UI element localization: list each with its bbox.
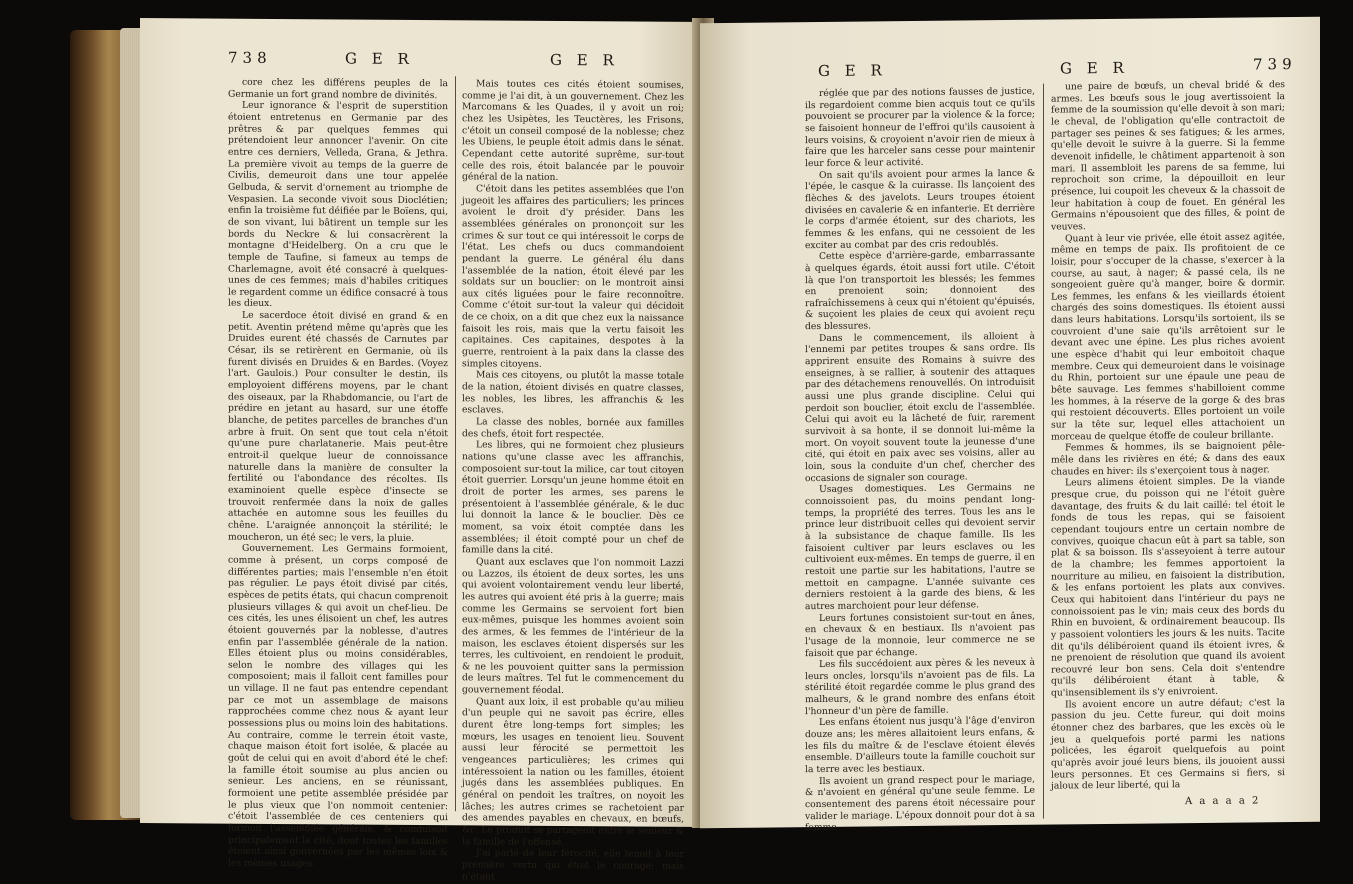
paragraph: core chez les différens peuples de la Germanie un fort grand nombre de divinités. (228, 76, 448, 101)
signature-mark: A a a a a 2 (1185, 795, 1261, 808)
running-header-left: G E R (345, 49, 414, 68)
right-page (700, 17, 1320, 834)
paragraph: Mais toutes ces cités étoient soumises, comme je l'ai dit, à un gouvernement. Chez les Marcomans & les Quades, il y avoit un roi; chez les Usipètes, les Teuctères, les Frisons, c'étoit un conseil composé de la noblesse; chez les Ubiens, le peuple étoit admis dans le sénat. Cependant cette autorité suprême, sur-tout celle des rois, étoit balancée par le pouvoir général de la nation. (462, 78, 684, 184)
paragraph: Femmes & hommes, ils se baignoient pêle-mêle dans les rivières en été; & dans des eaux chaudes en hiver: ils s'exerçoient tous à nager. (1051, 440, 1285, 478)
running-header-right: G E R (550, 50, 619, 70)
paragraph: Les fils succédoient aux pères & les neveux à leurs oncles, lorsqu'ils n'avoient pas de fils. La stérilité étoit regardée comme le plus grand des malheurs, & le grand nombre des enfans étoit l'honneur d'un père de famille. (805, 656, 1035, 717)
paragraph: Gouvernement. Les Germains formoient, comme à présent, un corps composé de différentes parties; mais l'ensemble n'en étoit pas régulier. Le pays étoit divisé par cités, espèces de petits états, qui chacun comprenoit plusieurs villages & qui avoit un chef-lieu. De ces cités, les unes élisoient un chef, les autres étoient gouvernés par la noblesse, d'autres enfin par l'assemblée générale de la nation. Elles étoient plus ou moins considérables, selon le nombre des villages qui les composoient; mais il falloit cent familles pour un village. Il ne faut pas entendre cependant par ce mot un assemblage de maisons rapprochées comme chez nous & ayant leur possessions plus ou moins loin des habitations. Au contraire, comme le terrein étoit vaste, chaque maison étoit fort isolée, & placée au goût de celui qui en avoit d'abord été le chef: la famille étoit soumise au plus ancien ou senieur. Les anciens, en se réunissant, formoient une petite assemblée présidée par le plus vieux que l'on nommoit centenier: c'étoit l'assemblée de ces centeniers qui formoit l'assemblée générale, & conduisoit principalement la cité, dont toutes les familles étoient ainsi gouvernées par les mêmes loix & les mêmes usages. (228, 542, 448, 870)
paragraph: Mais ces citoyens, ou plutôt la masse totale de la nation, étoient divisés en quatre classes, les nobles, les libres, les affranchis & les esclaves. (462, 369, 684, 416)
text-column-left-1 (228, 77, 448, 871)
page-number: 738 (228, 48, 272, 67)
paragraph: Usages domestiques. Les Germains ne connoissoient pas, du moins pendant long-temps, la propriété des terres. Tous les ans le prince leur distribuoit celles qui devoient servir à la subsistance de chaque famille. Ils les faisoient cultiver par leurs esclaves ou les cultivoient eux-mêmes. En temps de guerre, il en restoit une partie sur les habitations, l'autre se mettoit en campagne. L'année suivante ces derniers restoient à la garde des biens, & les autres marchoient pour leur défense. (805, 482, 1035, 613)
text-column-left-2 (462, 78, 684, 884)
running-header-left: G E R (818, 61, 887, 81)
paragraph: Quant aux loix, il est probable qu'au milieu d'un peuple qui ne savoit pas écrire, elles durent être long-temps fort simples; les mœurs, les usages en tenoient lieu. Souvent aussi leur férocité se permettoit les vengeances particulières; les crimes qui intéressoient la nation ou les familles, étoient jugés dans les assemblées publiques. En général on pendoit les traîtres, on noyoit les lâches; les autres crimes se rachetoient par des amendes payables en chevaux, en bœufs, &c. Le produit se partageoit entre le senieur & la famille de l'offensé. (462, 696, 684, 848)
text-column-right-2 (1051, 79, 1285, 792)
paragraph: Cette espèce d'arrière-garde, embarrassante à quelques égards, étoit aussi fort utile. C'étoit là que l'on transportoit les blessés; les femmes en prenoient soin; donnoient des rafraîchissemens à ceux qui n'étoient qu'épuisés, & suçoient les plaies de ceux qui avoient reçu des blessures. (805, 248, 1035, 333)
paragraph: J'ai parlé de leur férocité, elle tenoit à leur première vertu qui étoit le courage; mais n'étant (462, 847, 684, 883)
paragraph: Ils avoient encore un autre défaut; c'est la passion du jeu. Cette fureur, qui doit moins étonner chez des barbares, que les excès où le jeu a quelquefois porté parmi les nations policées, les égaroit quelquefois au point qu'après avoir joué leurs biens, ils jouoient aussi leurs personnes. Et ces Germains si fiers, si jaloux de leur liberté, qui la (1051, 696, 1285, 792)
paragraph: C'étoit dans les petites assemblées que l'on jugeoit les affaires des particuliers; les princes avoient le droit d'y présider. Dans les assemblées générales on prononçoit sur les crimes & sur tout ce qui intéressoit le corps de l'état. Les chefs ou ducs commandoient pendant la guerre. Le général élu dans l'assemblée de la nation, étoit élevé par les soldats sur un bouclier: on le montroit ainsi aux cités liguées pour le faire reconnoître. Comme c'étoit sur-tout la valeur qui décidoit de ce choix, on a dit que chez eux la naissance faisoit les rois, mais que la vertu faisoit les capitaines. Ces capitaines, despotes à la guerre, rentroient à la paix dans la classe des simples citoyens. (462, 183, 684, 370)
paragraph: Quant à leur vie privée, elle étoit assez agitée, même en temps de paix. Ils profitoient de ce loisir, pour s'occuper de la chasse, s'exercer à la course, au saut, à nager; & passé cela, ils ne songeoient guère qu'à manger, boire & dormir. Les femmes, les enfans & les vieillards étoient chargés des soins domestiques. Ils étoient aussi dans leurs habitations. Lorsqu'ils sortoient, ils se couvroient d'une saie qu'ils arrêtoient sur le devant avec une épine. Les plus riches avoient une espèce d'habit qui leur emboitoit chaque membre. Ceux qui demeuroient dans le voisinage du Rhin, portoient sur une épaule une peau de bête sauvage. Les femmes s'habilloient comme les hommes, à la réserve de la gorge & des bras qui restoient découverts. Elles portoient un voile sur la tête sur, lequel elles attachoient un morceau de quelque étoffe de couleur brillante. (1051, 230, 1285, 443)
paragraph: Ils avoient un grand respect pour le mariage, & n'avoient en général qu'une seule femme. Le consentement des parens étoit nécessaire pour valider le mariage. L'époux donnoit pour dot à sa femme (805, 773, 1035, 834)
paragraph: Leurs fortunes consistoient sur-tout en ânes, en chevaux & en bestiaux. Ils n'avoient pas l'usage de la monnoie, leur commerce ne se faisoit que par échange. (805, 610, 1035, 659)
paragraph: réglée que par des notions fausses de justice, ils regardoient comme bien acquis tout ce qu'ils pouvoient se procurer par la violence & la force; se faisoient honneur de l'effroi qu'ils causoient à leurs voisins, & croyoient n'avoir rien de mieux à faire que les harceler sans cesse pour maintenir leur force & leur activité. (805, 85, 1035, 170)
left-page (140, 18, 705, 883)
paragraph: Leur ignorance & l'esprit de superstition étoient entretenus en Germanie par des prêtres & par quelques femmes qui prétendoient leur annoncer l'avenir. On cite entre ces derniers, Velleda, Grana, & Jethra. La première vivoit au temps de la guerre de Civilis, demeuroit dans une tour appelée Gelbuda, & servit d'ornement au triomphe de Vespasien. La seconde vivoit sous Dioclétien; enfin la troisième fut déifiée par le Boïens, qui, de son vivant, lui bâtirent un temple sur les bords du Neckre & lui consacrèrent la montagne d'Heidelberg. On a cru que le temple de Taufine, si fameux au temps de Charlemagne, avoit été consacré à quelques-unes de ces femmes; mais d'habiles critiques le regardent comme un édifice consacré à tous les dieux. (228, 100, 448, 310)
paragraph: une paire de bœufs, un cheval bridé & des armes. Les bœufs sous le joug avertissoient la femme de la soumission qu'elle devoit à son mari; le cheval, de l'obligation qu'elle contractoit de partager ses peines & ses fatigues; & les armes, qu'elle devoit le suivre à la guerre. Si la femme devenoit infidelle, le châtiment appartenoit à son mari. Il assembloit les parens de sa femme, lui reprochoit son crime, la dépouilloit en leur présence, lui coupoit les cheveux & la chassoit de leur habitation à coup de fouet. En général les Germains n'épousoient que des filles, & point de veuves. (1051, 79, 1285, 233)
paragraph: On sait qu'ils avoient pour armes la lance & l'épée, le casque & la cuirasse. Ils lançoient des flèches & des javelots. Leurs troupes étoient divisées en cavalerie & en infanterie. Et derrière le corps d'armée étoient, sur des chariots, les femmes & les enfans, qui ne cessoient de les exciter au combat par des cris redoublés. (805, 167, 1035, 251)
paragraph: Les libres, qui ne formoient chez plusieurs nations qu'une classe avec les affranchis, composoient sur-tout la milice, car tout citoyen étoit guerrier. Lorsqu'un jeune homme étoit en droit de porter les armes, ses parens le présentoient à l'assemblée générale, & le duc lui donnoit la lance & le bouclier. Dès ce moment, sa voix étoit comptée dans les assemblées; il étoit compté pour un chef de famille dans la cité. (462, 439, 684, 557)
paragraph: Leurs alimens étoient simples. De la viande presque crue, du poisson qui ne l'étoit guère davantage, des fruits & du lait caillé: tel étoit le fonds de tous les repas, qui se faisoient cependant toujours entre un certain nombre de convives, quoique chacun eût à part sa table, son plat & sa boisson. Ils s'asseyoient à terre autour de la chambre; les femmes apportoient la nourriture au milieu, en faisoient la distribution, & les enfans portoient les plats aux convives. Ceux qui habitoient dans l'intérieur du pays ne connoissoient pas le vin; mais ceux des bords du Rhin en buvoient, & ordinairement beaucoup. Ils y passoient volontiers les jours & les nuits. Tacite dit qu'ils délibéroient quand ils étoient ivres, & ne prenoient de résolution que quand ils avoient recouvré leur bon sens. Cela doit s'entendre qu'ils délibéroient étant à table, & qu'insensiblement ils s'y enivroient. (1051, 475, 1285, 699)
paragraph: La classe des nobles, bornée aux familles des chefs, étoit fort respectée. (462, 416, 684, 440)
column-rule (1043, 84, 1044, 819)
column-rule (455, 76, 456, 811)
paragraph: Quant aux esclaves que l'on nommoit Lazzi ou Lazzos, ils étoient de deux sortes, les uns qui avoient volontairement vendu leur liberté, les autres qui avoient été pris à la guerre; mais comme les Germains se servoient fort bien eux-mêmes, puisque les hommes avoient soin des armes, & les femmes de l'intérieur de la maison, les esclaves étoient dispersés sur les terres, les cultivoient, en rendoient le produit, & ne les pouvoient quitter sans la permission de leurs maîtres. Tel fut le commencement du gouvernement féodal. (462, 556, 684, 697)
running-header-right: G E R (1060, 58, 1129, 78)
paragraph: Dans le commencement, ils alloient à l'ennemi par petites troupes & sans ordre. Ils apprirent ensuite des Romains à suivre des enseignes, à se rallier, à soutenir des attaques par des détachemens renouvellés. On introduisit aussi une plus grande discipline. Celui qui perdoit son bouclier, étoit exclu de l'assemblée. Celui qui avoit eu la lâcheté de fuir, rarement survivoit à sa honte, il se donnoit lui-même la mort. On voyoit souvent toute la jeunesse d'une cité, qui étoit en paix avec ses voisins, aller au loin, sous la conduite d'un chef, chercher des occasions de signaler son courage. (805, 330, 1035, 484)
paragraph: Le sacerdoce étoit divisé en grand & en petit. Aventin prétend même qu'après que les Druides eurent été chassés de Carnutes par César, ils se retirèrent en Germanie, où ils furent divisés en Druides & en Bardes. (Voyez l'art. Gaulois.) Pour consulter le destin, ils employoient différens moyens, par le chant des oiseaux, par la Rhabdomancie, ou l'art de prédire en jetant au hasard, sur une étoffe blanche, de petites parcelles de branches d'un arbre à fruit. On sent que tout cela n'étoit qu'une pure charlatanerie. Mais peut-être entroit-il quelque lueur de connoissance naturelle dans la manière de consulter la fertilité ou l'abondance des récoltes. Ils examinoient quelle espèce d'insecte se trouvoit renfermée dans la noix de galles attachée en automne sous les feuilles du chêne. L'araignée annonçoit la stérilité; le moucheron, un été sec; le vers, la pluie. (228, 309, 448, 544)
text-column-right-1 (805, 86, 1035, 834)
paragraph: Les enfans étoient nus jusqu'à l'âge d'environ douze ans; les mères allaitoient leurs enfans, & les fils du maître & de l'esclave étoient élevés ensemble. D'ailleurs toute la famille couchoit sur la terre avec les bestiaux. (805, 715, 1035, 776)
page-number: 739 (1253, 54, 1297, 74)
